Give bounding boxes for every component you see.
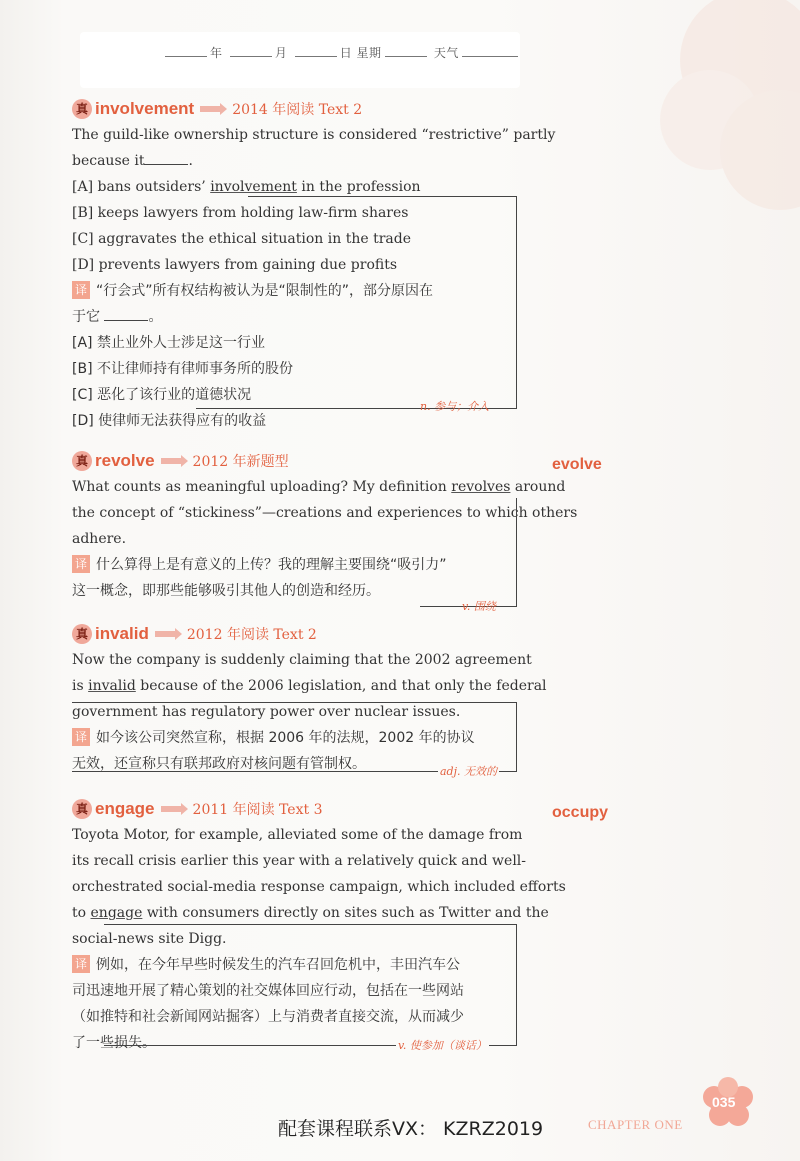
entry-word: revolve xyxy=(95,450,155,470)
page-number: 035 xyxy=(712,1094,736,1110)
yi-badge-icon: 译 xyxy=(72,555,90,573)
keyword-underlined: engage xyxy=(90,905,143,921)
answer-blank xyxy=(104,308,148,321)
cn-option: [C] 恶化了该行业的道德状况 xyxy=(72,387,252,403)
en-line: Now the company is suddenly claiming that the 2002 agreement xyxy=(72,652,532,668)
cn-text: 如今该公司突然宣称，根据 2006 年的法规，2002 年的协议 xyxy=(96,730,475,746)
cn-line: （如推特和社会新闻网站掘客）上与消费者直接交流，从而减少 xyxy=(72,1009,464,1025)
entry-source: 2012 年阅读 Text 2 xyxy=(186,626,317,643)
en-line-text: around xyxy=(510,479,566,495)
zhen-badge-icon: 真 xyxy=(72,451,92,471)
yi-badge-icon: 译 xyxy=(72,728,90,746)
en-line-text: is xyxy=(72,678,89,694)
entry-word: involvement xyxy=(95,98,195,118)
en-line: because it . xyxy=(72,153,193,169)
en-line xyxy=(72,900,549,926)
en-line: orchestrated social-media response campaign, which included efforts xyxy=(72,879,566,895)
date-header xyxy=(162,44,521,61)
option-text: [A] bans outsiders’ xyxy=(72,179,211,195)
entry-source: 2012 年新题型 xyxy=(192,453,289,470)
zhen-badge-icon: 真 xyxy=(72,799,92,819)
en-line: Toyota Motor, for example, alleviated some of the damage from xyxy=(72,827,523,843)
en-line-text: because of the 2006 legislation, and that only the federal xyxy=(135,678,547,694)
gloss-bracket xyxy=(196,196,517,409)
arrow-icon xyxy=(161,806,181,812)
month-label: 月 xyxy=(274,46,288,60)
arrow-icon xyxy=(161,458,181,464)
zhen-badge-icon: 真 xyxy=(72,624,92,644)
gloss-bracket xyxy=(420,498,517,607)
chapter-label: CHAPTER ONE xyxy=(588,1117,683,1132)
en-line: adhere. xyxy=(72,531,127,547)
en-line: the concept of “stickiness”—creations and experiences to which others xyxy=(72,505,578,521)
cn-line: 这一概念，即那些能够吸引其他人的创造和经历。 xyxy=(72,583,380,599)
option-text: in the profession xyxy=(296,179,421,195)
cn-text: 什么算得上是有意义的上传？我的理解主要围绕“吸引力” xyxy=(96,557,447,573)
gloss-label: v. 围绕 xyxy=(462,600,496,613)
cn-text: 例如，在今年早些时候发生的汽车召回危机中，丰田汽车公 xyxy=(96,957,460,973)
keyword-underlined: invalid xyxy=(88,678,136,694)
arrow-icon xyxy=(155,631,175,637)
entry-source: 2011 年阅读 Text 3 xyxy=(192,801,323,818)
entry-word: engage xyxy=(95,798,155,818)
year-label: 年 xyxy=(210,46,223,60)
option-b: [B] keeps lawyers from holding law-firm shares xyxy=(72,205,409,221)
zhen-badge-icon: 真 xyxy=(72,99,92,119)
weekday-label: 星期 xyxy=(356,46,382,60)
cn-option: [B] 不让律师持有律师事务所的股份 xyxy=(72,361,293,377)
cn-option: [D] 使律师无法获得应有的收益 xyxy=(72,413,267,429)
en-line-text: to xyxy=(72,905,91,921)
keyword-underlined: revolves xyxy=(451,479,511,495)
en-line-text: because it xyxy=(72,153,145,169)
entry-header xyxy=(72,798,512,822)
gloss-label: v. 使参加（谈话） xyxy=(398,1039,487,1052)
side-word: occupy xyxy=(552,804,609,821)
gloss-bracket xyxy=(72,702,517,772)
cn-option: [A] 禁止业外人士涉足这一行业 xyxy=(72,335,265,351)
entry-word: invalid xyxy=(95,623,149,643)
cn-line: 于它 。 xyxy=(72,309,163,325)
side-word: evolve xyxy=(552,456,602,473)
gloss-label: adj. 无效的 xyxy=(440,765,498,778)
en-line xyxy=(72,673,547,699)
en-line-text: with consumers directly on sites such as Twitter and the xyxy=(142,905,549,921)
footer-contact: 配套课程联系VX： KZRZ2019 xyxy=(278,1118,544,1140)
en-line: government has regulatory power over nuclear issues. xyxy=(72,704,461,720)
entry-header xyxy=(72,623,512,647)
gloss-bracket xyxy=(104,924,517,1046)
entry-header xyxy=(72,98,512,122)
entry-header xyxy=(72,450,512,474)
tree-decoration-icon xyxy=(600,0,800,300)
option-d: [D] prevents lawyers from gaining due profits xyxy=(72,257,398,273)
en-line: The guild-like ownership structure is considered “restrictive” partly xyxy=(72,127,556,143)
en-line: its recall crisis earlier this year with a relatively quick and well- xyxy=(72,853,527,869)
yi-badge-icon: 译 xyxy=(72,955,90,973)
answer-blank xyxy=(144,152,188,165)
gloss-bracket-top xyxy=(248,196,516,197)
cn-text: 于它 xyxy=(72,309,100,325)
en-line: social-news site Digg. xyxy=(72,931,227,947)
cn-line: 了一些损失。 xyxy=(72,1035,156,1051)
keyword-underlined: involvement xyxy=(210,179,297,195)
en-line xyxy=(72,474,566,500)
weather-label: 天气 xyxy=(433,46,459,60)
cn-text: “行会式”所有权结构被认为是“限制性的”，部分原因在 xyxy=(96,283,434,299)
en-line-text: What counts as meaningful uploading? My definition xyxy=(72,479,452,495)
day-label: 日 xyxy=(339,46,353,60)
entry-source: 2014 年阅读 Text 2 xyxy=(232,101,363,118)
gloss-label: n. 参与；介入 xyxy=(420,400,490,413)
option-c: [C] aggravates the ethical situation in the trade xyxy=(72,231,411,247)
cn-line: 司迅速地开展了精心策划的社交媒体回应行动，包括在一些网站 xyxy=(72,983,464,999)
cn-line: 无效，还宣称只有联邦政府对核问题有管制权。 xyxy=(72,756,366,772)
arrow-icon xyxy=(200,106,220,112)
yi-badge-icon: 译 xyxy=(72,281,90,299)
